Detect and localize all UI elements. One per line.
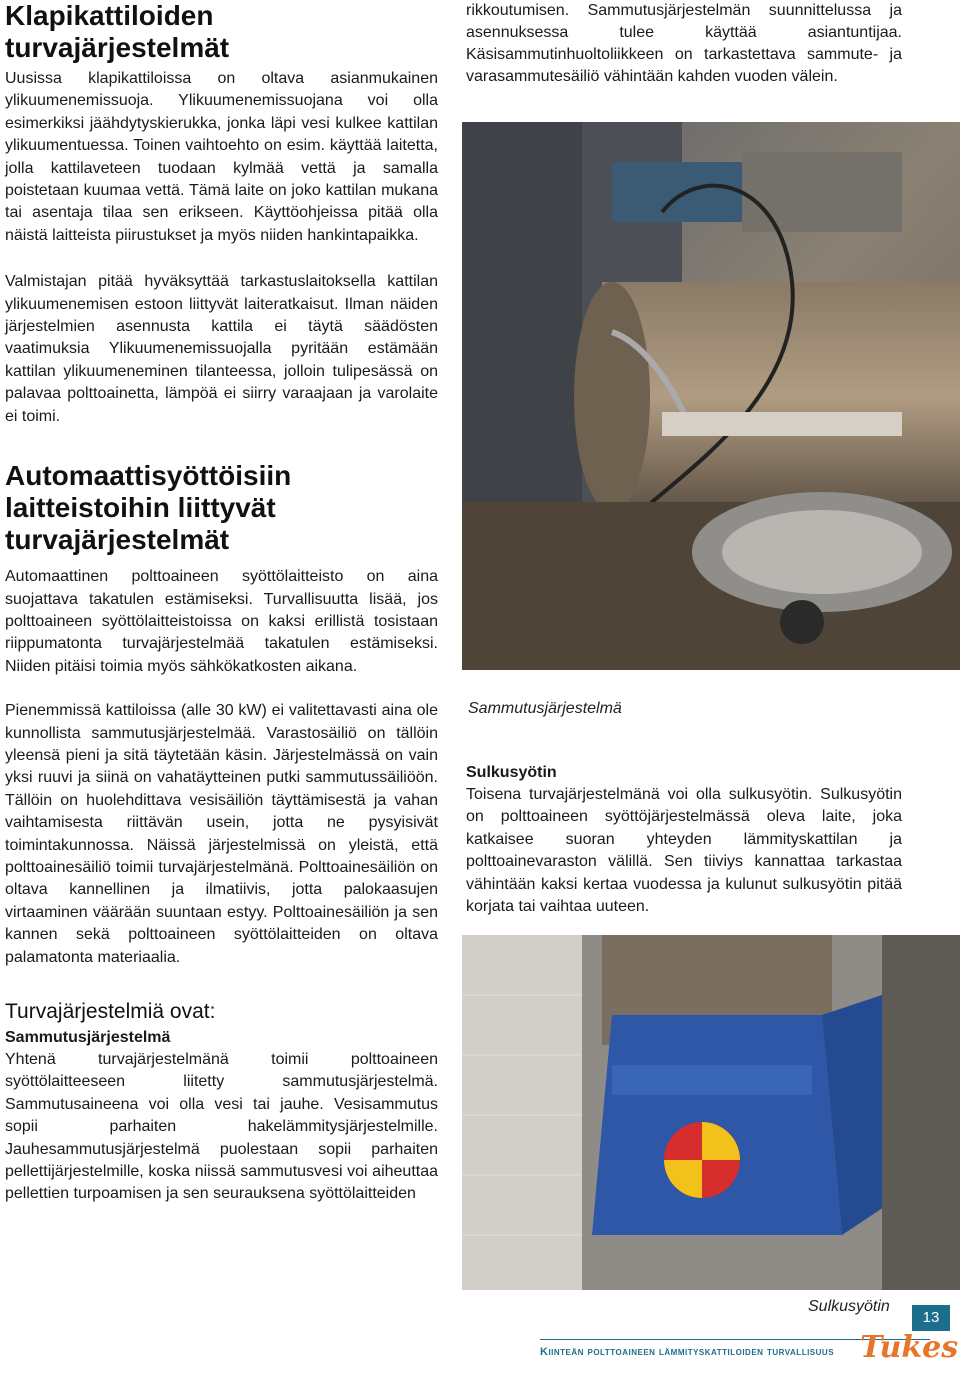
right-paragraph-2: Toisena turvajärjestelmänä voi olla sulkusyötin. Sulkusyötin on polttoaineen syöttöjärjestelmässä oleva laite, joka katkaisee suoran yhteyden lämmityskattilan ja polttoainevaraston välillä. Sen tiiviys kannattaa tarkastaa vähintään kaksi kertaa vuodessa ja kulunut sulkusyötin pitää korjata tai vaihtaa uuteen. (466, 786, 902, 916)
caption-extinguishing-system: Sammutusjärjestelmä (468, 700, 622, 717)
section3-heading: Turvajärjestelmiä ovat: (5, 1000, 216, 1023)
rotary-valve-photo (462, 935, 960, 1290)
section3-paragraph-1: Yhtenä turvajärjestelmänä toimii polttoaineen syöttölaitteeseen liitetty sammutusjärjestelmä. Sammutusaineena voi olla vesi tai jauhe. Vesisammutus sopii parhaiten hakelämmitysjärjestelmille. Jauhesammutusjärjestelmä puolestaan sopii parhaiten pellettijärjestelmille, koska niissä sammutusvesi voi aiheuttaa pellettien turpoamisen ja sen seurauksena syöttölaitteiden (5, 1051, 438, 1203)
section3-subheading: Sammutusjärjestelmä (5, 1029, 171, 1046)
sulkusyotin-subheading: Sulkusyötin (466, 764, 557, 781)
section2-paragraph-2: Pienemmissä kattiloissa (alle 30 kW) ei valitettavasti aina ole kunnollista sammutusjärjestelmää. Varastosäiliö on tällöin yleensä pieni ja sitä täytetään käsin. Järjestelmässä on vain yksi ruuvi ja siinä on vahatäytteinen putki sammutussäiliöön. Tällöin on huolehdittava vesisäiliön täyttämisestä ja vahan vaihtamisesta riittävän usein, jotta ne pysyisivät toimintakunnossa. Näissä järjestelmissä on yleistä, että polttoainesäiliö toimii turvajärjestelmänä. Polttoainesäiliön on oltava kannellinen ja ilmatiivis, jotta palokaasujen virtaaminen väärään suuntaan estyy. Polttoainesäiliön ja sen kannen sekä polttoaineen syöttölaitteiden on oltava palamatonta materiaalia. (5, 702, 438, 966)
publication-title: Kiinteän polttoaineen lämmityskattiloiden turvallisuus (540, 1346, 835, 1358)
section1-paragraph-1: Uusissa klapikattiloissa on oltava asianmukainen ylikuumenemissuoja. Ylikuumenemissuojana voi olla esimerkiksi jäähdytyskierukka, jonka läpi vesi kulkee kattilan ylikuumentuessa. Toinen vaihtoehto on esim. käyttää laitetta, jolla kattilaveteen tuodaan kylmää vettä ja samalla poistetaan kuumaa vettä. Tämä laite on joko kattilan mukana tai asentaja tilaa sen erikseen. Käyttöohjeissa pitää olla näistä laitteista piirustukset ja myös niiden hankintapaikka. (5, 70, 438, 244)
right-paragraph-1: rikkoutumisen. Sammutusjärjestelmän suunnittelussa ja asennuksessa tulee käyttää asiantuntijaa. Käsisammutinhuoltoliikkeen on tarkastettava sammute- ja varasammutesäiliö vähintään kahden vuoden välein. (466, 2, 902, 85)
section1-heading: Klapikattiloiden turvajärjestelmät (5, 0, 230, 63)
section1-paragraph-2: Valmistajan pitää hyväksyttää tarkastuslaitoksella kattilan ylikuumenemisen estoon liittyvät laiteratkaisut. Ilman näiden järjestelmien asennusta kattila ei täytä säädösten vaatimuksia Ylikuumenemissuojalla pyritään estämään kattilan ylikuumeneminen tilanteessa, jolloin tulipesässä on palavaa polttoainetta, lämpöä ei siirry varaajaan ja varolaite ei toimi. (5, 273, 438, 425)
extinguishing-system-photo (462, 122, 960, 670)
section2-paragraph-1: Automaattinen polttoaineen syöttölaitteisto on aina suojattava takatulen estämiseksi. Turvallisuutta lisää, jos polttoaineen syöttölaitteistoissa on kaksi erillistä tosistaan riippumatonta turvajärjestelmää takatulen estämiseksi. Niiden pitäisi toimia myös sähkökatkosten aikana. (5, 568, 438, 675)
page-number-badge (912, 1305, 950, 1331)
tukes-logo (860, 1330, 958, 1365)
caption-rotary-valve: Sulkusyötin (808, 1298, 890, 1315)
section2-heading: Automaattisyöttöisiin laitteistoihin liittyvät turvajärjestelmät (5, 460, 292, 556)
tukes-logo-text: Tukes (860, 1330, 959, 1365)
page-number: 13 (922, 1309, 940, 1326)
